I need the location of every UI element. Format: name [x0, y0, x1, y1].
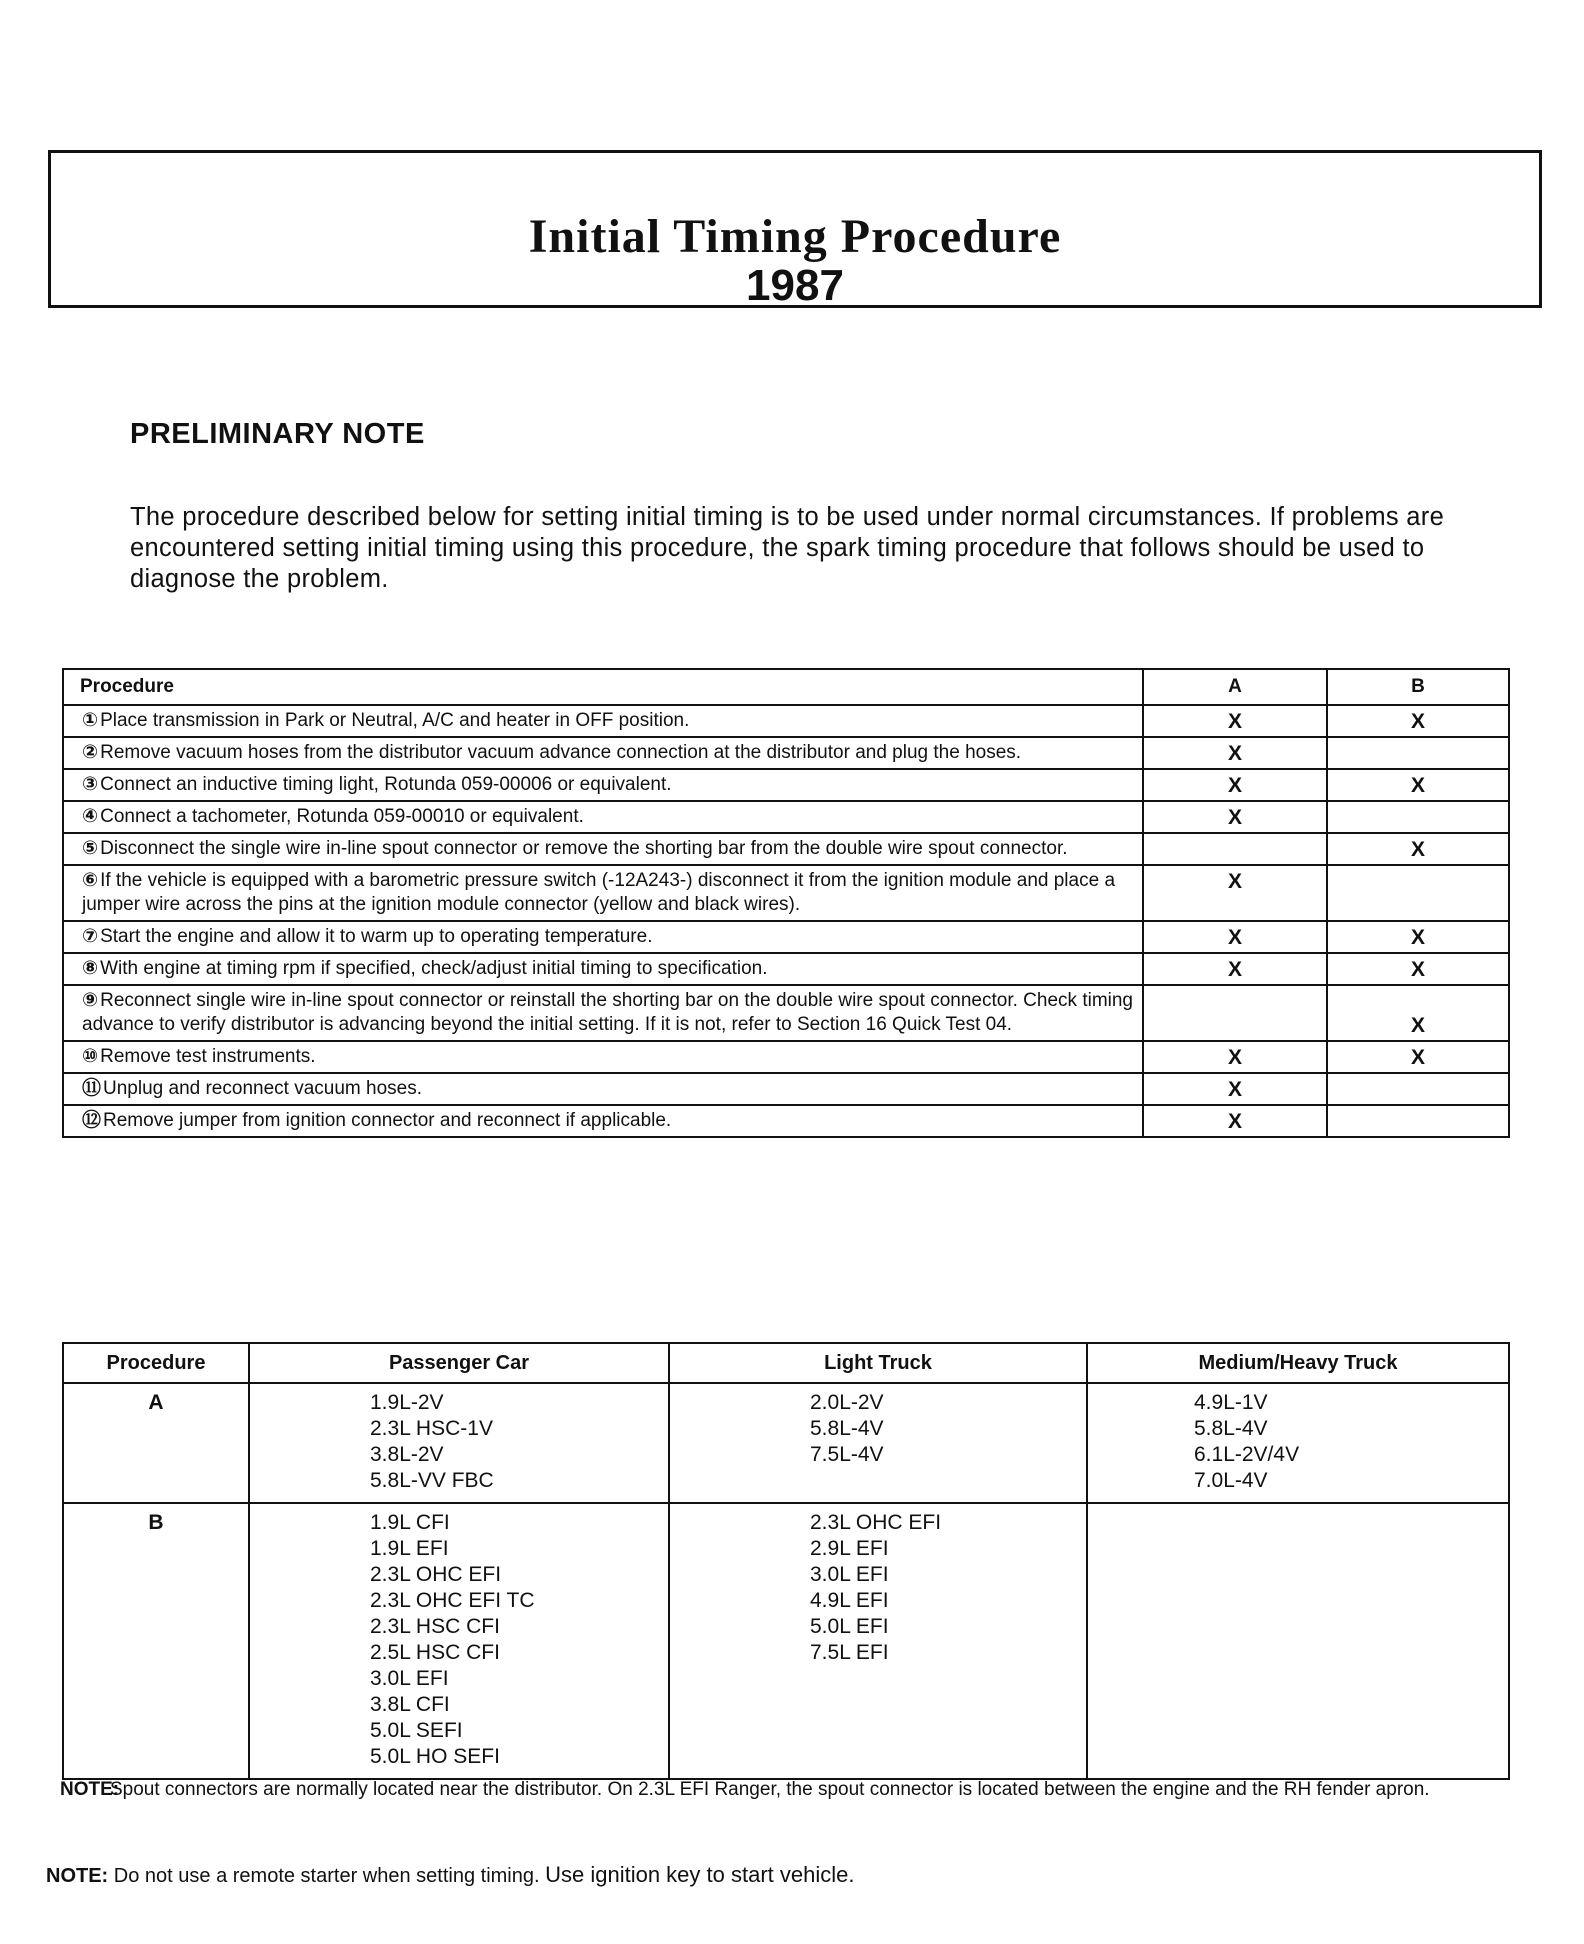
step-cell [63, 1073, 1143, 1105]
procedure-code: B [63, 1503, 249, 1779]
step-number: ⑩ [82, 1046, 99, 1067]
step-number: ⑧ [82, 958, 99, 979]
engine-item: 2.9L EFI [810, 1537, 889, 1560]
mark-a: X [1143, 769, 1327, 801]
light-truck-header: Light Truck [669, 1343, 1087, 1383]
engine-item: 3.0L EFI [810, 1563, 889, 1586]
table-row [63, 737, 1509, 769]
engine-item: 7.5L-4V [810, 1443, 884, 1466]
passenger-car-header: Passenger Car [249, 1343, 669, 1383]
table-row [63, 769, 1509, 801]
title-box [48, 150, 1542, 308]
engine-item: 7.0L-4V [1194, 1469, 1268, 1492]
mark-b: X [1327, 705, 1509, 737]
step-text: Disconnect the single wire in-line spout connector or remove the shorting bar from the double wire spout connector. [100, 838, 1068, 859]
app-procedure-header: Procedure [63, 1343, 249, 1383]
engine-item: 3.0L EFI [370, 1667, 449, 1690]
step-cell [63, 705, 1143, 737]
mark-b [1327, 1073, 1509, 1105]
table-row [63, 1041, 1509, 1073]
engine-item: 2.3L OHC EFI [370, 1563, 502, 1586]
mark-a: X [1143, 1073, 1327, 1105]
engine-item: 1.9L CFI [370, 1511, 450, 1534]
mark-a: X [1143, 1041, 1327, 1073]
engine-item: 5.8L-4V [1194, 1417, 1268, 1440]
engine-item: 2.0L-2V [810, 1391, 884, 1414]
note-label: NOTE: [60, 1779, 120, 1800]
note-label: NOTE: [46, 1865, 109, 1887]
engine-list [810, 1510, 941, 1666]
mark-a [1143, 833, 1327, 865]
procedure-table-header [63, 669, 1509, 705]
engine-item: 2.3L HSC-1V [370, 1417, 493, 1440]
step-number: ⑦ [82, 926, 99, 947]
step-cell [63, 737, 1143, 769]
passenger-car-cell [249, 1503, 669, 1779]
mark-a: X [1143, 865, 1327, 921]
step-number: ④ [82, 806, 99, 827]
engine-item: 5.8L-4V [810, 1417, 884, 1440]
engine-item: 4.9L EFI [810, 1589, 889, 1612]
table-row [63, 705, 1509, 737]
mark-b: X [1327, 1041, 1509, 1073]
table-row [63, 865, 1509, 921]
note-text-ignition-key: Use ignition key to start vehicle. [545, 1862, 855, 1887]
light-truck-cell [669, 1503, 1087, 1779]
step-text: Connect an inductive timing light, Rotunda 059-00006 or equivalent. [100, 774, 672, 795]
mark-b [1327, 801, 1509, 833]
engine-item: 2.3L OHC EFI TC [370, 1589, 535, 1612]
engine-list [1194, 1390, 1299, 1494]
engine-item: 1.9L-2V [370, 1391, 444, 1414]
table-row [63, 1503, 1509, 1779]
procedure-steps-table [62, 668, 1510, 1138]
step-text: Connect a tachometer, Rotunda 059-00010 or equivalent. [100, 806, 584, 827]
engine-item: 5.8L-VV FBC [370, 1469, 494, 1492]
column-a-header: A [1143, 669, 1327, 705]
light-truck-cell [669, 1383, 1087, 1503]
table-row [63, 985, 1509, 1041]
engine-item: 5.0L EFI [810, 1615, 889, 1638]
engine-application-table [62, 1342, 1510, 1780]
step-text: Unplug and reconnect vacuum hoses. [103, 1078, 422, 1099]
engine-item: 3.8L CFI [370, 1693, 450, 1716]
mark-b [1327, 737, 1509, 769]
passenger-car-cell [249, 1383, 669, 1503]
page-year: 1987 [746, 261, 844, 310]
engine-list [370, 1390, 494, 1494]
mark-a: X [1143, 705, 1327, 737]
table-row [63, 801, 1509, 833]
mark-b: X [1327, 769, 1509, 801]
engine-item: 2.5L HSC CFI [370, 1641, 500, 1664]
step-number: ② [82, 742, 99, 763]
engine-item: 7.5L EFI [810, 1641, 889, 1664]
preliminary-note-text: The procedure described below for setting initial timing is to be used under normal circumstances. If problems are encountered setting initial timing using this procedure, the spark timing procedure that follows should be used to diagnose the problem. [130, 503, 1445, 593]
mark-a: X [1143, 921, 1327, 953]
step-cell [63, 833, 1143, 865]
mark-b: X [1327, 833, 1509, 865]
table-row [63, 833, 1509, 865]
page-title: Initial Timing Procedure [528, 210, 1062, 263]
step-cell [63, 1041, 1143, 1073]
step-cell [63, 865, 1143, 921]
table-row [63, 921, 1509, 953]
step-number: ⑫ [82, 1110, 102, 1131]
engine-list [810, 1390, 884, 1468]
engine-item: 1.9L EFI [370, 1537, 449, 1560]
engine-list [370, 1510, 535, 1770]
mark-b [1327, 1105, 1509, 1137]
engine-item: 5.0L HO SEFI [370, 1745, 500, 1768]
step-text: Remove jumper from ignition connector and reconnect if applicable. [103, 1110, 672, 1131]
table-row [63, 1073, 1509, 1105]
step-text: Remove test instruments. [100, 1046, 316, 1067]
note-text: Spout connectors are normally located near the distributor. On 2.3L EFI Ranger, the spout connector is located between the engine and the RH fender apron. [110, 1779, 1430, 1800]
engine-item: 3.8L-2V [370, 1443, 444, 1466]
medium-heavy-truck-header: Medium/Heavy Truck [1087, 1343, 1509, 1383]
step-text: Reconnect single wire in-line spout connector or reinstall the shorting bar on the double wire spout connector. Check timing advance to verify distributor is advancing beyond the initial setting. If it is not, refer to Section 16 Quick Test 04. [82, 990, 1133, 1035]
mark-b: X [1327, 953, 1509, 985]
step-number: ③ [82, 774, 99, 795]
table-row [63, 1105, 1509, 1137]
mark-b: X [1327, 985, 1509, 1041]
mark-b: X [1327, 921, 1509, 953]
step-cell [63, 1105, 1143, 1137]
spout-connector-note [60, 1778, 1500, 1802]
step-number: ⑪ [82, 1078, 102, 1099]
step-cell [63, 801, 1143, 833]
preliminary-note-heading: PRELIMINARY NOTE [130, 418, 425, 450]
remote-starter-note [46, 1862, 854, 1888]
medium-heavy-truck-cell [1087, 1503, 1509, 1779]
engine-item: 4.9L-1V [1194, 1391, 1268, 1414]
engine-item: 5.0L SEFI [370, 1719, 463, 1742]
step-cell [63, 985, 1143, 1041]
mark-a: X [1143, 737, 1327, 769]
mark-a: X [1143, 1105, 1327, 1137]
mark-a: X [1143, 801, 1327, 833]
step-number: ⑥ [82, 870, 99, 891]
step-cell [63, 953, 1143, 985]
step-text: With engine at timing rpm if specified, check/adjust initial timing to specification. [100, 958, 768, 979]
step-text: Remove vacuum hoses from the distributor vacuum advance connection at the distributor and plug the hoses. [100, 742, 1022, 763]
engine-item: 2.3L OHC EFI [810, 1511, 942, 1534]
application-table-header [63, 1343, 1509, 1383]
medium-heavy-truck-cell [1087, 1383, 1509, 1503]
engine-item: 6.1L-2V/4V [1194, 1443, 1300, 1466]
step-text: Place transmission in Park or Neutral, A/C and heater in OFF position. [100, 710, 690, 731]
engine-item: 2.3L HSC CFI [370, 1615, 500, 1638]
table-row [63, 953, 1509, 985]
note-text: Do not use a remote starter when setting timing. [113, 1865, 540, 1887]
column-b-header: B [1327, 669, 1509, 705]
table-row [63, 1383, 1509, 1503]
procedure-column-header: Procedure [63, 669, 1143, 705]
mark-a [1143, 985, 1327, 1041]
procedure-code: A [63, 1383, 249, 1503]
step-cell [63, 921, 1143, 953]
step-number: ⑨ [82, 990, 99, 1011]
mark-a: X [1143, 953, 1327, 985]
step-cell [63, 769, 1143, 801]
step-text: Start the engine and allow it to warm up to operating temperature. [100, 926, 653, 947]
step-number: ⑤ [82, 838, 99, 859]
step-number: ① [82, 710, 99, 731]
mark-b [1327, 865, 1509, 921]
step-text: If the vehicle is equipped with a barometric pressure switch (-12A243-) disconnect it from the ignition module and place a jumper wire across the pins at the ignition module connector (yellow and black wires). [82, 870, 1116, 915]
